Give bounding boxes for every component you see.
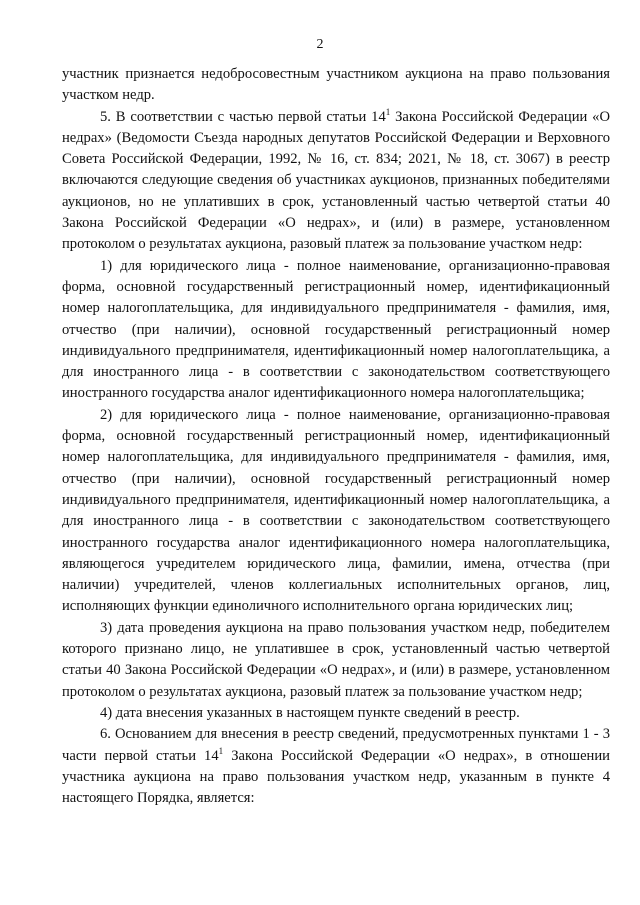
paragraph-5-text-start: 5. В соответствии с частью первой статьи 14 bbox=[100, 108, 386, 125]
paragraph-continuation bbox=[62, 64, 610, 107]
list-item-text: 4) дата внесения указанных в настоящем пункте сведений в реестр. bbox=[100, 704, 520, 721]
paragraph-6-text-start: 6. Основанием для внесения в реестр сведений, предусмотренных пунктами 1 - 3 части первой статьи 14 bbox=[62, 726, 610, 764]
list-item-text: 1) для юридического лица - полное наименование, организационно-правовая форма, основной государственный регистрационный номер, идентификационный номер налогоплательщика, для индивидуального предпринимателя - фамилия, имя, отчество (при наличии), основной государственный регистрационный номер индивидуального предпринимателя, идентификационный номер налогоплательщика, а для иностранного лица - в соответствии с законодательством соответствующего иностранного государства аналог идентификационного номера налогоплательщика; bbox=[62, 257, 610, 402]
document-body bbox=[62, 64, 610, 809]
list-item-1 bbox=[62, 256, 610, 405]
page-number: 2 bbox=[316, 37, 324, 52]
list-item-text: 3) дата проведения аукциона на право пользования участком недр, победителем которого признано лицо, не уплатившее в срок, установленный частью четвертой статьи 40 Закона Российской Федерации «О недрах», и (или) в размере, установленном протоколом о результатах аукциона, разовый платеж за пользование участком недр; bbox=[62, 619, 610, 700]
article-superscript: 1 bbox=[218, 745, 224, 756]
paragraph-text: участник признается недобросовестным участником аукциона на право пользования участком недр. bbox=[62, 66, 610, 104]
paragraph-5 bbox=[62, 107, 610, 256]
list-item-4 bbox=[62, 703, 610, 724]
article-superscript: 1 bbox=[385, 106, 391, 117]
list-item-text: 2) для юридического лица - полное наименование, организационно-правовая форма, основной государственный регистрационный номер, идентификационный номер налогоплательщика, для индивидуального предпринимателя - фамилия, имя, отчество (при наличии), основной государственный регистрационный номер индивидуального предпринимателя, идентификационный номер налогоплательщика, а для иностранного лица - в соответствии с законодательством соответствующего иностранного государства аналог идентификационного номера налогоплательщика, являющегося учредителем юридического лица, фамилии, имена, отчества (при наличии) учредителей, членов коллегиальных исполнительных органов, лиц, исполняющих функции единоличного исполнительного органа юридических лиц; bbox=[62, 406, 610, 615]
paragraph-5-text-end: Закона Российской Федерации «О недрах» (Ведомости Съезда народных депутатов Российской Федерации и Верховного Совета Российской Федерации, 1992, № 16, ст. 834; 2021, № 18, ст. 3067) в реестр включаются следующие сведения об участниках аукционов, признанных победителями аукционов, но не уплативших в срок, установленный частью четвертой статьи 40 Закона Российской Федерации «О недрах», и (или) в размере, установленном протоколом о результатах аукциона, разовый платеж за пользование участком недр: bbox=[62, 108, 610, 253]
list-item-3 bbox=[62, 618, 610, 703]
paragraph-6-text-end: Закона Российской Федерации «О недрах», в отношении участника аукциона на право пользования участком недр, указанным в пункте 4 настоящего Порядка, является: bbox=[62, 747, 610, 807]
list-item-2 bbox=[62, 405, 610, 618]
paragraph-6 bbox=[62, 724, 610, 809]
